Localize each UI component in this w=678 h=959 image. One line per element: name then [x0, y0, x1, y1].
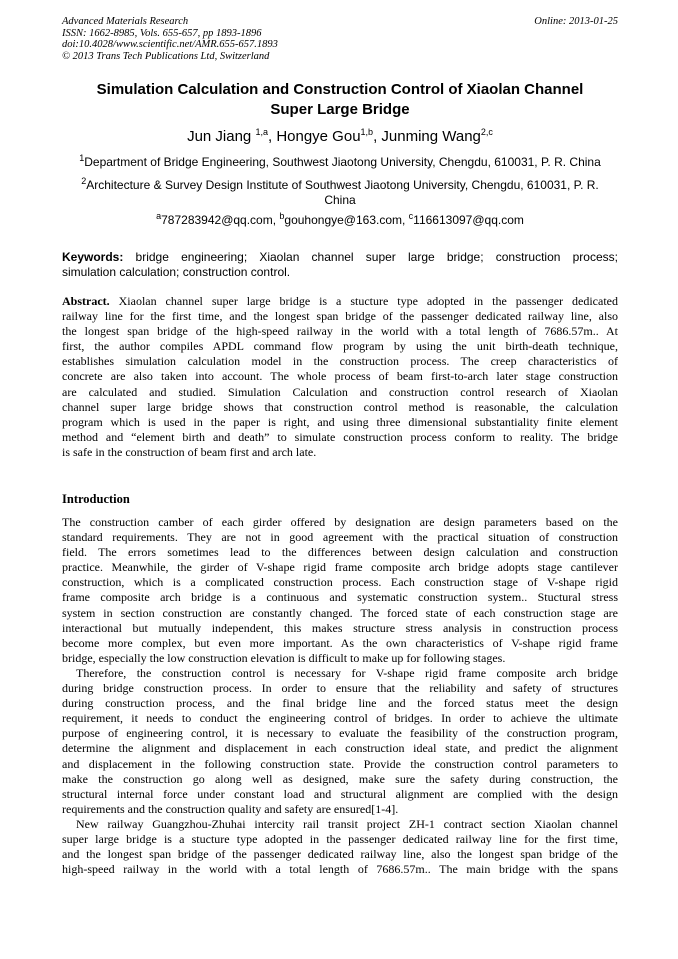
introduction-text-line: requirements and the construction quality and safety are ensured[1-4]. — [62, 801, 399, 816]
introduction-text-line: determine the alignment and displacement in each construction ideal state, and predict the alignment — [62, 741, 618, 756]
introduction-text-line: requirement, it needs to conduct the engineering control of bridges. In order to achieve the ultimate — [62, 711, 618, 726]
author-name: Hongye Gou — [276, 128, 361, 145]
introduction-text-line: Therefore, the construction control is necessary for V-shape rigid frame composite arch bridge — [76, 665, 618, 680]
author-name: Junming Wang — [381, 128, 481, 145]
title-line: Simulation Calculation and Construction Control of Xiaolan Channel — [96, 81, 584, 98]
author-separator: , — [267, 128, 277, 145]
issn-line: ISSN: 1662-8985, Vols. 655-657, pp 1893-1896 — [62, 27, 262, 39]
abstract-text-line: is safe in the construction of beam first and arch late. — [62, 444, 317, 459]
affiliation-number: 2 — [81, 176, 87, 186]
keywords-label: Keywords: — [62, 250, 124, 264]
affiliation — [62, 155, 618, 170]
abstract-text-line: program which is used in the paper is right, and using three dimensional substantiality finite element — [62, 414, 618, 429]
introduction-text-line: structural internal force under constant load and structural alignment are complied with the design — [62, 786, 618, 801]
abstract-text-line: concrete are also taken into account. The whole process of beam first-to-arch later stage construction — [62, 369, 618, 384]
author-affiliation-mark: 2,c — [480, 127, 493, 137]
introduction-text-line: bridge, especially the low construction elevation is difficult to make up for following stages. — [62, 650, 506, 665]
introduction-text-line: purpose of engineering control, it is necessary to evaluate the feasibility of the construction program, — [62, 726, 618, 741]
affiliation-number: 1 — [79, 153, 85, 163]
introduction-text-line: practice. Meanwhile, the girder of V-shape rigid frame composite arch bridge adopts stage cantilever — [62, 560, 618, 575]
author-list — [62, 128, 618, 146]
introduction-text-line: high-speed railway in the world with a total length of 7686.57m.. The main bridge with the spans — [62, 862, 618, 877]
abstract-text-line: Xiaolan channel super large bridge is a stucture type adopted in the passenger dedicated — [109, 294, 618, 308]
author-emails — [62, 213, 618, 228]
introduction-text-line: frame composite arch bridge is a continuous and systematic construction system.. Stuctural stress — [62, 590, 618, 605]
introduction-text-line: construction, which is a complicated construction process. Each construction stage of V-shape rigid — [62, 575, 618, 590]
introduction-text-line: and the longest span bridge of the passenger dedicated railway line, also the longest span bridge of the — [62, 847, 618, 862]
online-date: Online: 2013-01-25 — [534, 16, 618, 27]
abstract-text-line: railway line for the first time, and the longest span bridge of the passenger dedicated railway line, also — [62, 309, 618, 324]
introduction-text-line: system in section construction are constantly changed. The forced state of each construction stage are — [62, 605, 618, 620]
keywords-text: bridge engineering; Xiaolan channel super large bridge; construction process; — [123, 250, 618, 264]
introduction-text-line: field. The errors sometimes lead to the differences between design calculation and construction — [62, 545, 618, 560]
abstract-text-line: are calculated and studied. Simulation Calculation and construction control research of Xiaolan — [62, 384, 618, 399]
introduction-text-line: The construction camber of each girder offered by designation are design parameters based on the — [62, 515, 618, 529]
journal-header — [62, 16, 618, 62]
author-name: Jun Jiang — [187, 128, 256, 145]
abstract-text-line: channel super large bridge shows that construction control method is reasonable, the calculation — [62, 399, 618, 414]
journal-name: Advanced Materials Research — [62, 16, 189, 27]
introduction-text-line: and displacement in the following construction state. Provide the construction control parameters to — [62, 756, 618, 771]
abstract-text-line: first, the author compiles APDL command flow program by using the unit birth-death technique, — [62, 339, 618, 354]
author-affiliation-mark: 1,b — [360, 127, 374, 137]
paper-title — [62, 80, 618, 120]
title-line: Super Large Bridge — [270, 101, 410, 118]
introduction-text — [62, 515, 618, 877]
author-separator: , — [373, 128, 382, 145]
abstract-text-line: establishes simulation calculation model in the construction process. The creep characteristics of — [62, 354, 618, 369]
email-address: gouhongye@163.com, — [284, 213, 409, 227]
keywords-text: simulation calculation; construction control. — [62, 265, 291, 279]
abstract-paragraph — [62, 294, 618, 460]
email-address: 116613097@qq.com — [413, 213, 524, 227]
copyright-line: © 2013 Trans Tech Publications Ltd, Switzerland — [62, 50, 270, 62]
introduction-text-line: during bridge construction process. In order to ensure that the reliability and safety of structures — [62, 681, 618, 696]
affiliation — [62, 178, 618, 208]
affiliation-text: Department of Bridge Engineering, Southwest Jiaotong University, Chengdu, 610031, P. R. China — [84, 155, 601, 169]
email-address: 787283942@qq.com, — [161, 213, 280, 227]
introduction-text-line: during construction process, and the final bridge line and the forced status meet the design — [62, 696, 618, 711]
affiliation-text: Architecture & Survey Design Institute of Southwest Jiaotong University, Chengdu, 610031, P. R. — [86, 178, 599, 192]
introduction-text-line: standard requirements. They are not in good agreement with the practical situation of construction — [62, 530, 618, 545]
introduction-text-line: interactional but mutually independent, this makes structure stress analysis in construction process — [62, 620, 618, 635]
abstract-label: Abstract. — [62, 294, 110, 308]
email-mark: b — [279, 211, 285, 221]
introduction-text-line: make the construction go along well as designed, make sure the safety during construction, the — [62, 771, 618, 786]
doi-line: doi:10.4028/www.scientific.net/AMR.655-657.1893 — [62, 39, 278, 50]
abstract-text-line: method and “element birth and death” to simulate construction process conform to reality. The bridge — [62, 429, 618, 444]
email-mark: a — [156, 211, 162, 221]
section-heading-introduction: Introduction — [62, 492, 130, 506]
email-mark: c — [408, 211, 414, 221]
introduction-text-line: become more complex, but even more important. As the own characteristics of V-shape rigid frame — [62, 635, 618, 650]
introduction-text-line: New railway Guangzhou-Zhuhai intercity rail transit project ZH-1 contract section Xiaolan channel — [76, 816, 618, 831]
introduction-text-line: super large bridge is a stucture type adopted in the passenger dedicated railway line for the first time, — [62, 831, 618, 846]
abstract-text-line: the longest span bridge of the high-speed railway in the world with a total length of 7686.57m.. At — [62, 324, 618, 339]
keywords-block — [62, 250, 618, 280]
affiliation-text: China — [324, 193, 356, 207]
author-affiliation-mark: 1,a — [255, 127, 268, 137]
